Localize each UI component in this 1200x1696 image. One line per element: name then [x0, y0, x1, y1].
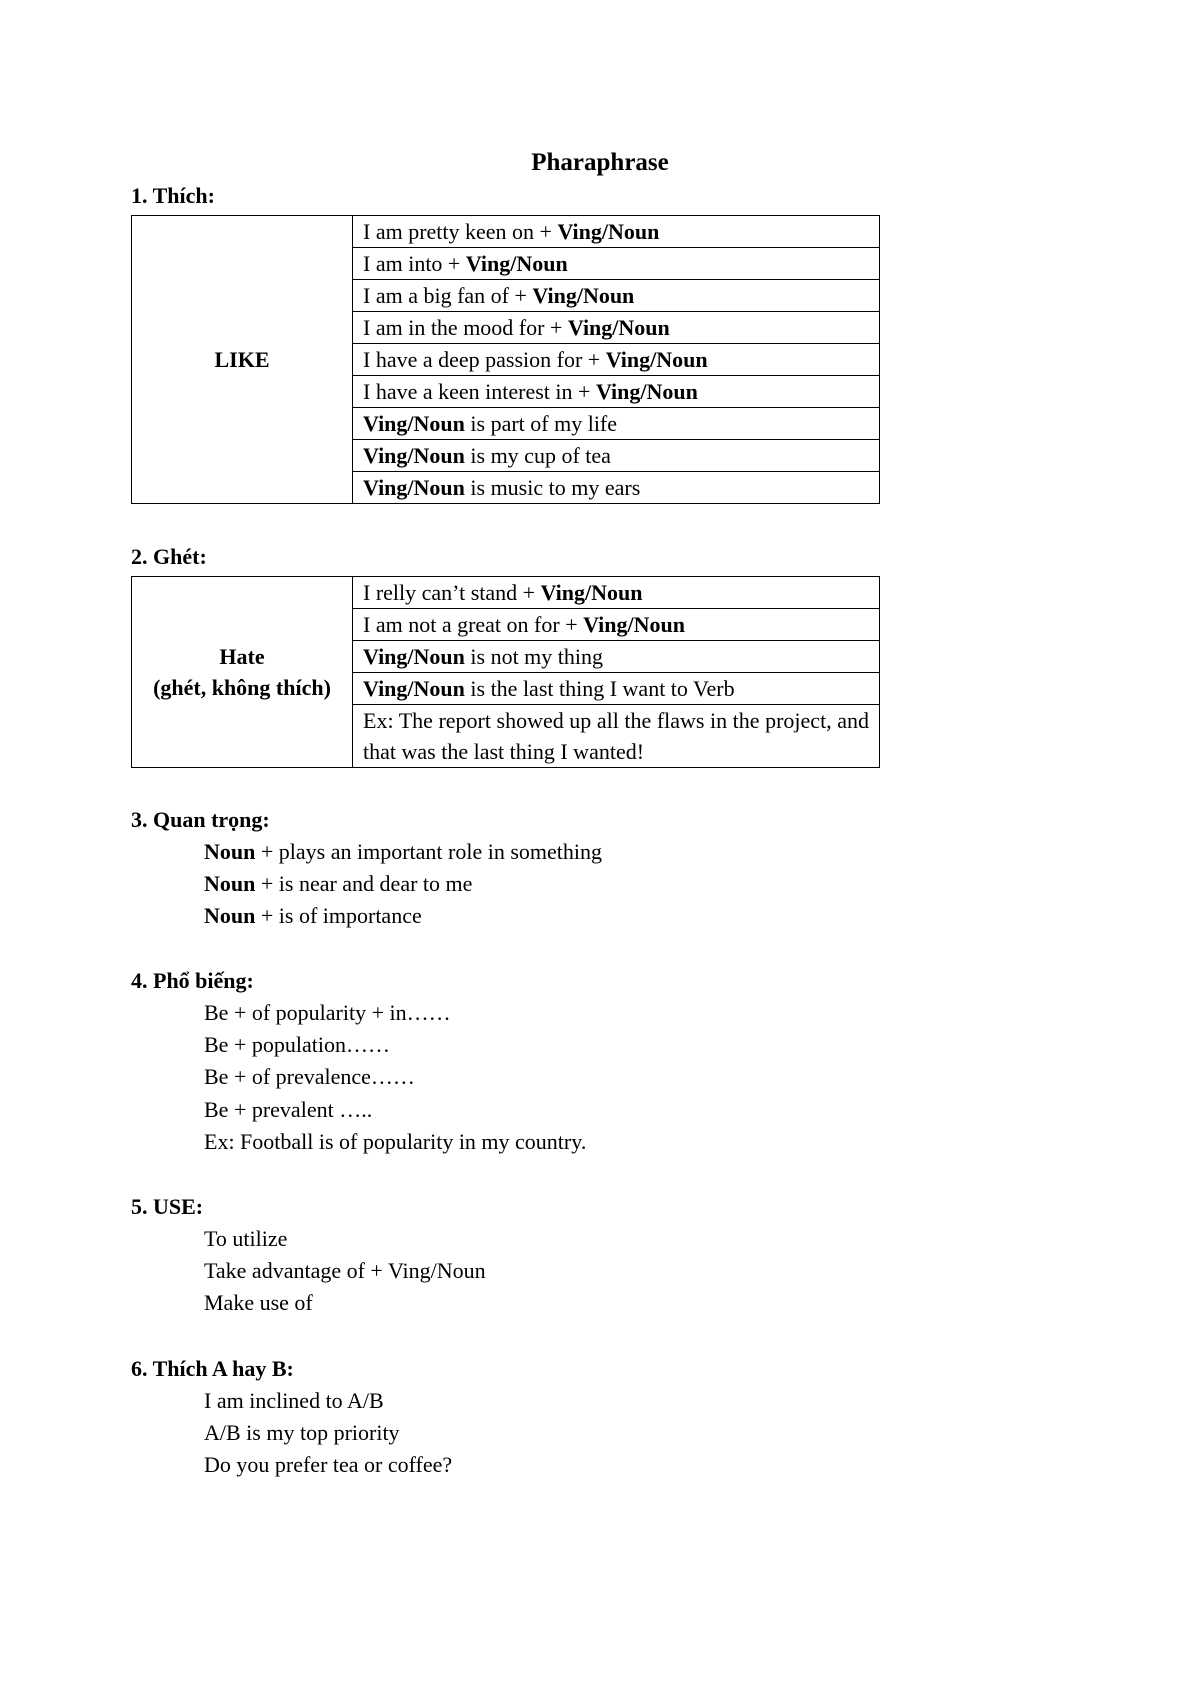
hate-phrase-table — [131, 576, 880, 768]
phrase-cell: I have a keen interest in + Ving/Noun — [353, 376, 880, 408]
list-item: Noun + plays an important role in something — [204, 839, 602, 864]
list-item: Be + of prevalence…… — [204, 1064, 415, 1090]
hate-label-cell — [132, 577, 353, 768]
phrase-cell: Ving/Noun is not my thing — [353, 641, 880, 673]
like-label: LIKE — [214, 347, 270, 372]
phrase-cell: I am not a great on for + Ving/Noun — [353, 609, 880, 641]
list-item: Noun + is near and dear to me — [204, 871, 473, 897]
phrase-cell: I am a big fan of + Ving/Noun — [353, 280, 880, 312]
phrase-cell: Ving/Noun is the last thing I want to Verb — [353, 673, 880, 705]
list-item: Ex: Football is of popularity in my country. — [204, 1128, 587, 1154]
phrase-cell: Ving/Noun is my cup of tea — [353, 440, 880, 472]
list-item: Be + prevalent ….. — [204, 1096, 373, 1122]
list-item: A/B is my top priority — [204, 1420, 400, 1446]
phrase-cell: I relly can’t stand + Ving/Noun — [353, 577, 880, 609]
important-phrase-list — [204, 836, 602, 933]
prefer-phrase-list — [204, 1385, 452, 1482]
example-cell: Ex: The report showed up all the flaws in the project, and that was the last thing I wanted! — [353, 705, 880, 768]
list-item: Make use of — [204, 1290, 313, 1316]
like-label-cell — [132, 216, 353, 504]
list-item: To utilize — [204, 1226, 288, 1251]
use-phrase-list — [204, 1223, 486, 1320]
phrase-cell: I have a deep passion for + Ving/Noun — [353, 344, 880, 376]
phrase-cell: I am into + Ving/Noun — [353, 248, 880, 280]
section-heading-use: 5. USE: — [131, 1194, 204, 1219]
list-item: Noun + is of importance — [204, 903, 422, 929]
table-row — [132, 216, 880, 248]
hate-label: Hate — [219, 644, 265, 669]
list-item: Take advantage of + Ving/Noun — [204, 1258, 486, 1284]
phrase-cell: I am in the mood for + Ving/Noun — [353, 312, 880, 344]
list-item: Be + population…… — [204, 1032, 390, 1058]
section-heading-hate: 2. Ghét: — [131, 544, 207, 569]
list-item: Be + of popularity + in…… — [204, 1000, 451, 1025]
list-item: Do you prefer tea or coffee? — [204, 1452, 453, 1478]
section-heading-important: 3. Quan trọng: — [131, 807, 270, 832]
phrase-cell: Ving/Noun is music to my ears — [353, 472, 880, 504]
phrase-cell: I am pretty keen on + Ving/Noun — [353, 216, 880, 248]
like-phrase-table — [131, 215, 880, 504]
section-heading-prefer: 6. Thích A hay B: — [131, 1356, 294, 1381]
section-heading-popular: 4. Phổ biếng: — [131, 968, 254, 993]
hate-label-note: (ghét, không thích) — [153, 675, 331, 700]
table-row — [132, 577, 880, 609]
popular-phrase-list — [204, 997, 586, 1158]
section-heading-like: 1. Thích: — [131, 183, 215, 208]
phrase-cell: Ving/Noun is part of my life — [353, 408, 880, 440]
list-item: I am inclined to A/B — [204, 1388, 384, 1413]
page-title: Pharaphrase — [531, 149, 669, 176]
